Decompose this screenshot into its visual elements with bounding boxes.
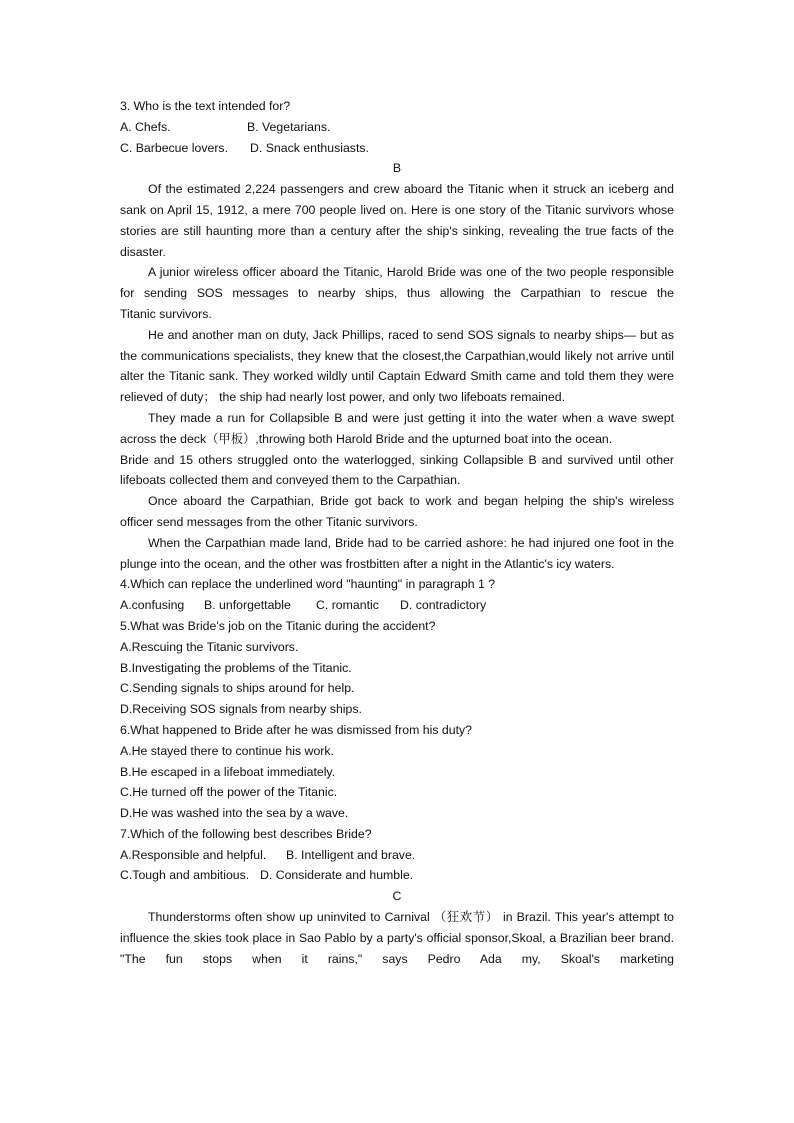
option-c[interactable]: C.Tough and ambitious. bbox=[120, 868, 250, 883]
option-d[interactable]: D. Considerate and humble. bbox=[260, 868, 414, 883]
option-d[interactable]: D.Receiving SOS signals from nearby ships. bbox=[120, 702, 362, 717]
option-c[interactable]: C. romantic bbox=[316, 598, 379, 613]
option-d[interactable]: D. contradictory bbox=[400, 598, 487, 613]
option-a[interactable]: A. Chefs. bbox=[120, 119, 171, 134]
option-b[interactable]: B. Intelligent and brave. bbox=[286, 847, 416, 862]
option-a[interactable]: A.Rescuing the Titanic survivors. bbox=[120, 639, 299, 654]
option-d[interactable]: D. Snack enthusiasts. bbox=[250, 140, 369, 155]
option-a[interactable]: A.Responsible and helpful. bbox=[120, 847, 267, 862]
option-b[interactable]: B. Vegetarians. bbox=[247, 119, 331, 134]
option-c[interactable]: C.He turned off the power of the Titanic. bbox=[120, 785, 338, 800]
question-3: 3. Who is the text intended for? bbox=[120, 99, 291, 113]
question-3-options-row-1 bbox=[120, 117, 674, 138]
question-7: 7.Which of the following best describes Bride? bbox=[120, 826, 372, 841]
option-c[interactable]: C.Sending signals to ships around for help. bbox=[120, 681, 355, 696]
option-b[interactable]: B.Investigating the problems of the Titanic. bbox=[120, 660, 352, 675]
option-d[interactable]: D.He was washed into the sea by a wave. bbox=[120, 806, 349, 821]
section-b-paragraph-2: A junior wireless officer aboard the Titanic, Harold Bride was one of the two people responsible for sending SOS messages to nearby ships, thus allowing the Carpathian to rescue the bbox=[120, 265, 674, 301]
section-c-paragraph-1: Thunderstorms often show up uninvited to Carnival （狂欢节） in Brazil. This year's attempt to influence the skies took place in Sao Pablo by a party's official sponsor,Skoal, a Brazilian beer brand. "The fun stops when it rains," says Pedro Ada my, Skoal's marketing bbox=[120, 910, 674, 966]
section-b-paragraph-4-continued: Bride and 15 others struggled onto the waterlogged, sinking Collapsible B and survived until other lifeboats collected them and conveyed them to the Carpathian. bbox=[120, 452, 674, 488]
section-b-paragraph-5: Once aboard the Carpathian, Bride got back to work and began helping the ship's wireless officer send messages from the other Titanic survivors. bbox=[120, 494, 674, 529]
document-page bbox=[120, 96, 674, 969]
question-3-options-row-2 bbox=[120, 138, 674, 159]
section-b-paragraph-6: When the Carpathian made land, Bride had to be carried ashore: he had injured one foot in the plunge into the ocean, and the other was frostbitten after a night in the Atlantic's icy waters. bbox=[120, 535, 674, 571]
question-7-options-row-1 bbox=[120, 845, 674, 866]
question-6: 6.What happened to Bride after he was dismissed from his duty? bbox=[120, 722, 473, 737]
option-a[interactable]: A.He stayed there to continue his work. bbox=[120, 743, 334, 758]
option-c[interactable]: C. Barbecue lovers. bbox=[120, 140, 228, 155]
section-b-paragraph-2-continued: Titanic survivors. bbox=[120, 306, 212, 321]
section-b-paragraph-1: Of the estimated 2,224 passengers and crew aboard the Titanic when it struck an iceberg and sank on April 15, 1912, a mere 700 people lived on. Here is one story of the Titanic survivors whose stories are still haunting more than a century after the ship's sinking, revealing the true facts of the disaster. bbox=[120, 182, 674, 259]
option-a[interactable]: A.confusing bbox=[120, 598, 185, 613]
question-4-options bbox=[120, 595, 674, 616]
section-b-paragraph-3: He and another man on duty, Jack Phillips, raced to send SOS signals to nearby ships— but as the communications specialists, they knew that the closest,the Carpathian,would likely not arrive until alter the Titanic sank. They worked wildly until Captain Edward Smith came and told them they were relieved of duty； the ship had nearly lost power, and only two lifeboats remained. bbox=[120, 327, 674, 405]
question-5: 5.What was Bride's job on the Titanic during the accident? bbox=[120, 618, 436, 633]
option-b[interactable]: B. unforgettable bbox=[204, 598, 291, 613]
section-c-heading: C bbox=[392, 889, 402, 904]
question-4: 4.Which can replace the underlined word "haunting" in paragraph 1 ? bbox=[120, 577, 496, 592]
question-7-options-row-2 bbox=[120, 865, 674, 886]
section-b-heading: B bbox=[392, 161, 402, 176]
option-b[interactable]: B.He escaped in a lifeboat immediately. bbox=[120, 764, 336, 779]
section-b-paragraph-4: They made a run for Collapsible B and were just getting it into the water when a wave swept across the deck（甲板）,throwing both Harold Bride and the upturned boat into the ocean. bbox=[120, 410, 674, 446]
